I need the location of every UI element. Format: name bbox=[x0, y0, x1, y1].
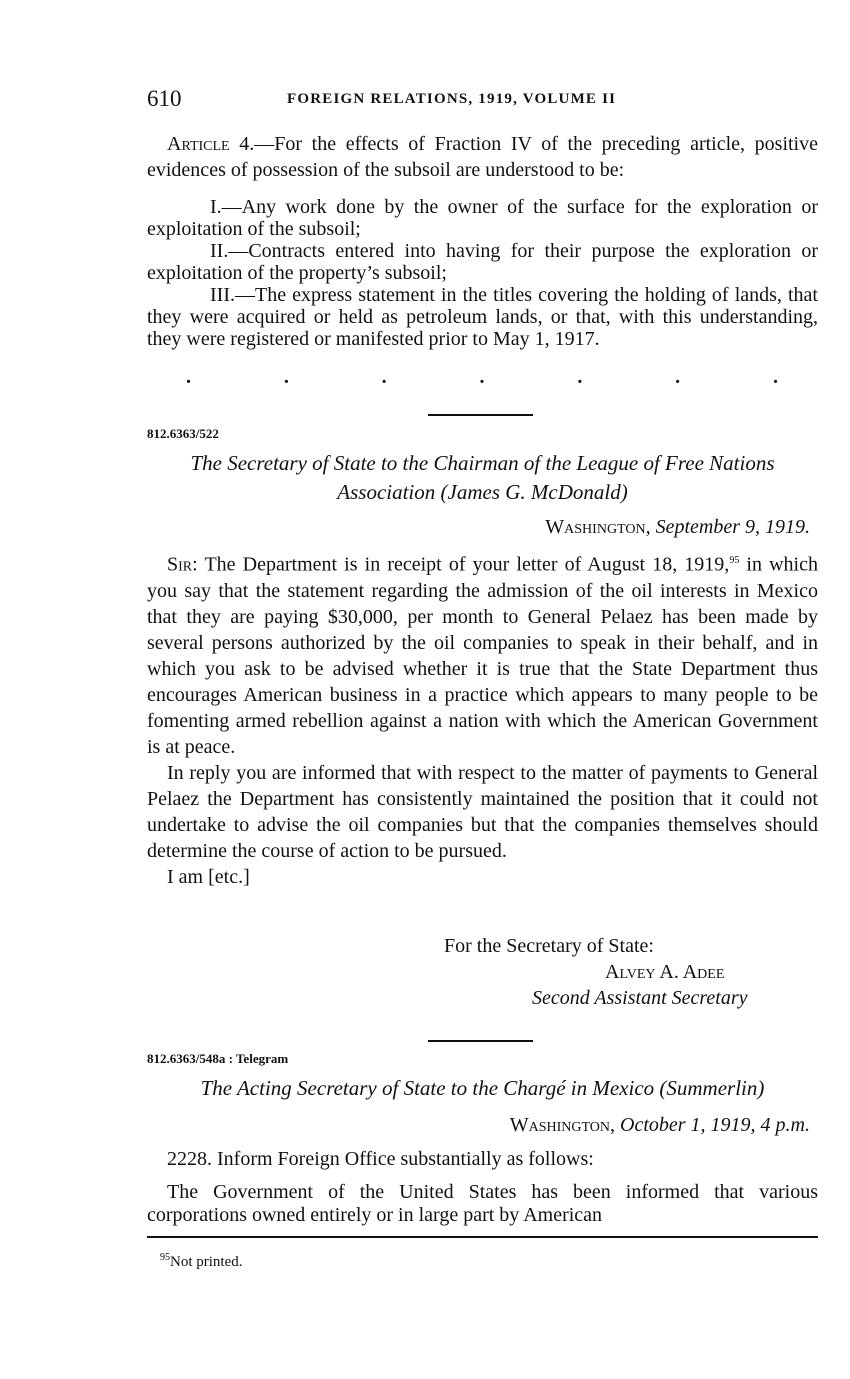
signature-title: Second Assistant Secretary bbox=[532, 987, 748, 1009]
letter-text: in which you say that the statement regarding the admission of the oil interests in Mexico that they are paying $30,000, per month to General Pelaez has been made by several persons authorized by the oil companies to speak in their behalf, and in which you ask to be advised whether it is true that the State Department thus encourages American business in a practice which appears to many people to be fomenting armed rebellion against a nation with which the American Government is at peace. bbox=[147, 553, 818, 758]
dot: . bbox=[675, 366, 681, 388]
section-divider bbox=[428, 1040, 533, 1042]
closing: I am [etc.] bbox=[167, 865, 250, 888]
telegram-paragraph: 2228. Inform Foreign Office substantially as follows: bbox=[167, 1148, 594, 1170]
file-number: 812.6363/548a : Telegram bbox=[147, 1051, 289, 1066]
telegram-paragraph: The Government of the United States has been informed that various corporations owned entirely or in large part by American bbox=[147, 1181, 818, 1226]
dateline-date: October 1, 1919, 4 p.m. bbox=[620, 1114, 810, 1136]
article-4-text: —For the effects of Fraction IV of the preceding article, positive evidences of possession of the subsoil are understood to be: bbox=[147, 133, 818, 181]
dateline-place: Washington, bbox=[545, 516, 651, 538]
dateline bbox=[510, 1114, 810, 1137]
dot: . bbox=[479, 366, 485, 388]
page-number: 610 bbox=[147, 86, 182, 111]
dot: . bbox=[577, 366, 583, 388]
document-title: The Secretary of State to the Chairman of the League of Free Nations Association (James G. McDonald) bbox=[190, 451, 775, 504]
signature-name: Alvey A. Adee bbox=[605, 961, 725, 983]
letter-body bbox=[147, 548, 818, 890]
list-item: II.—Contracts entered into having for their purpose the exploration or exploitation of the property’s subsoil; bbox=[147, 240, 818, 284]
dot: . bbox=[381, 366, 387, 388]
footnote-ref: 95 bbox=[729, 555, 740, 566]
article-4-paragraph bbox=[147, 131, 818, 183]
list-item: III.—The express statement in the titles covering the holding of lands, that they were acquired or held as petroleum lands, or that, with this understanding, they were registered or manifested prior to May 1, 1917. bbox=[147, 284, 818, 350]
dateline bbox=[545, 516, 810, 539]
article-4-list bbox=[147, 196, 818, 350]
telegram-body bbox=[147, 1146, 818, 1172]
signature-intro: For the Secretary of State: bbox=[444, 935, 654, 957]
section-divider bbox=[428, 414, 533, 416]
dateline-place: Washington, bbox=[509, 1114, 616, 1136]
footnote-rule bbox=[147, 1236, 818, 1238]
footnote-marker: 95 bbox=[160, 1252, 170, 1263]
running-head bbox=[147, 86, 818, 116]
document-title: The Acting Secretary of State to the Chargé in Mexico (Summerlin) bbox=[200, 1076, 765, 1100]
dot: . bbox=[772, 366, 778, 388]
list-item: I.—Any work done by the owner of the surface for the exploration or exploitation of the subsoil; bbox=[147, 196, 818, 240]
salutation: Sir bbox=[167, 553, 193, 576]
telegram-body-2 bbox=[147, 1181, 818, 1227]
footnote bbox=[160, 1252, 243, 1271]
file-number: 812.6363/522 bbox=[147, 426, 219, 441]
footnote-text: Not printed. bbox=[170, 1254, 243, 1270]
running-title: FOREIGN RELATIONS, 1919, VOLUME II bbox=[287, 91, 617, 107]
article-4-label: Article 4. bbox=[167, 133, 255, 155]
letter-text: : The Department is in receipt of your letter of August 18, 1919, bbox=[192, 553, 730, 576]
dot: . bbox=[283, 366, 289, 388]
dateline-date: September 9, 1919. bbox=[655, 516, 810, 538]
omission-dots bbox=[186, 366, 778, 389]
letter-paragraph: In reply you are informed that with respect to the matter of payments to General Pelaez the Department has consistently maintained the position that it could not undertake to advise the oil companies but that the companies themselves should determine the course of action to be pursued. bbox=[147, 761, 818, 862]
dot: . bbox=[186, 366, 191, 388]
